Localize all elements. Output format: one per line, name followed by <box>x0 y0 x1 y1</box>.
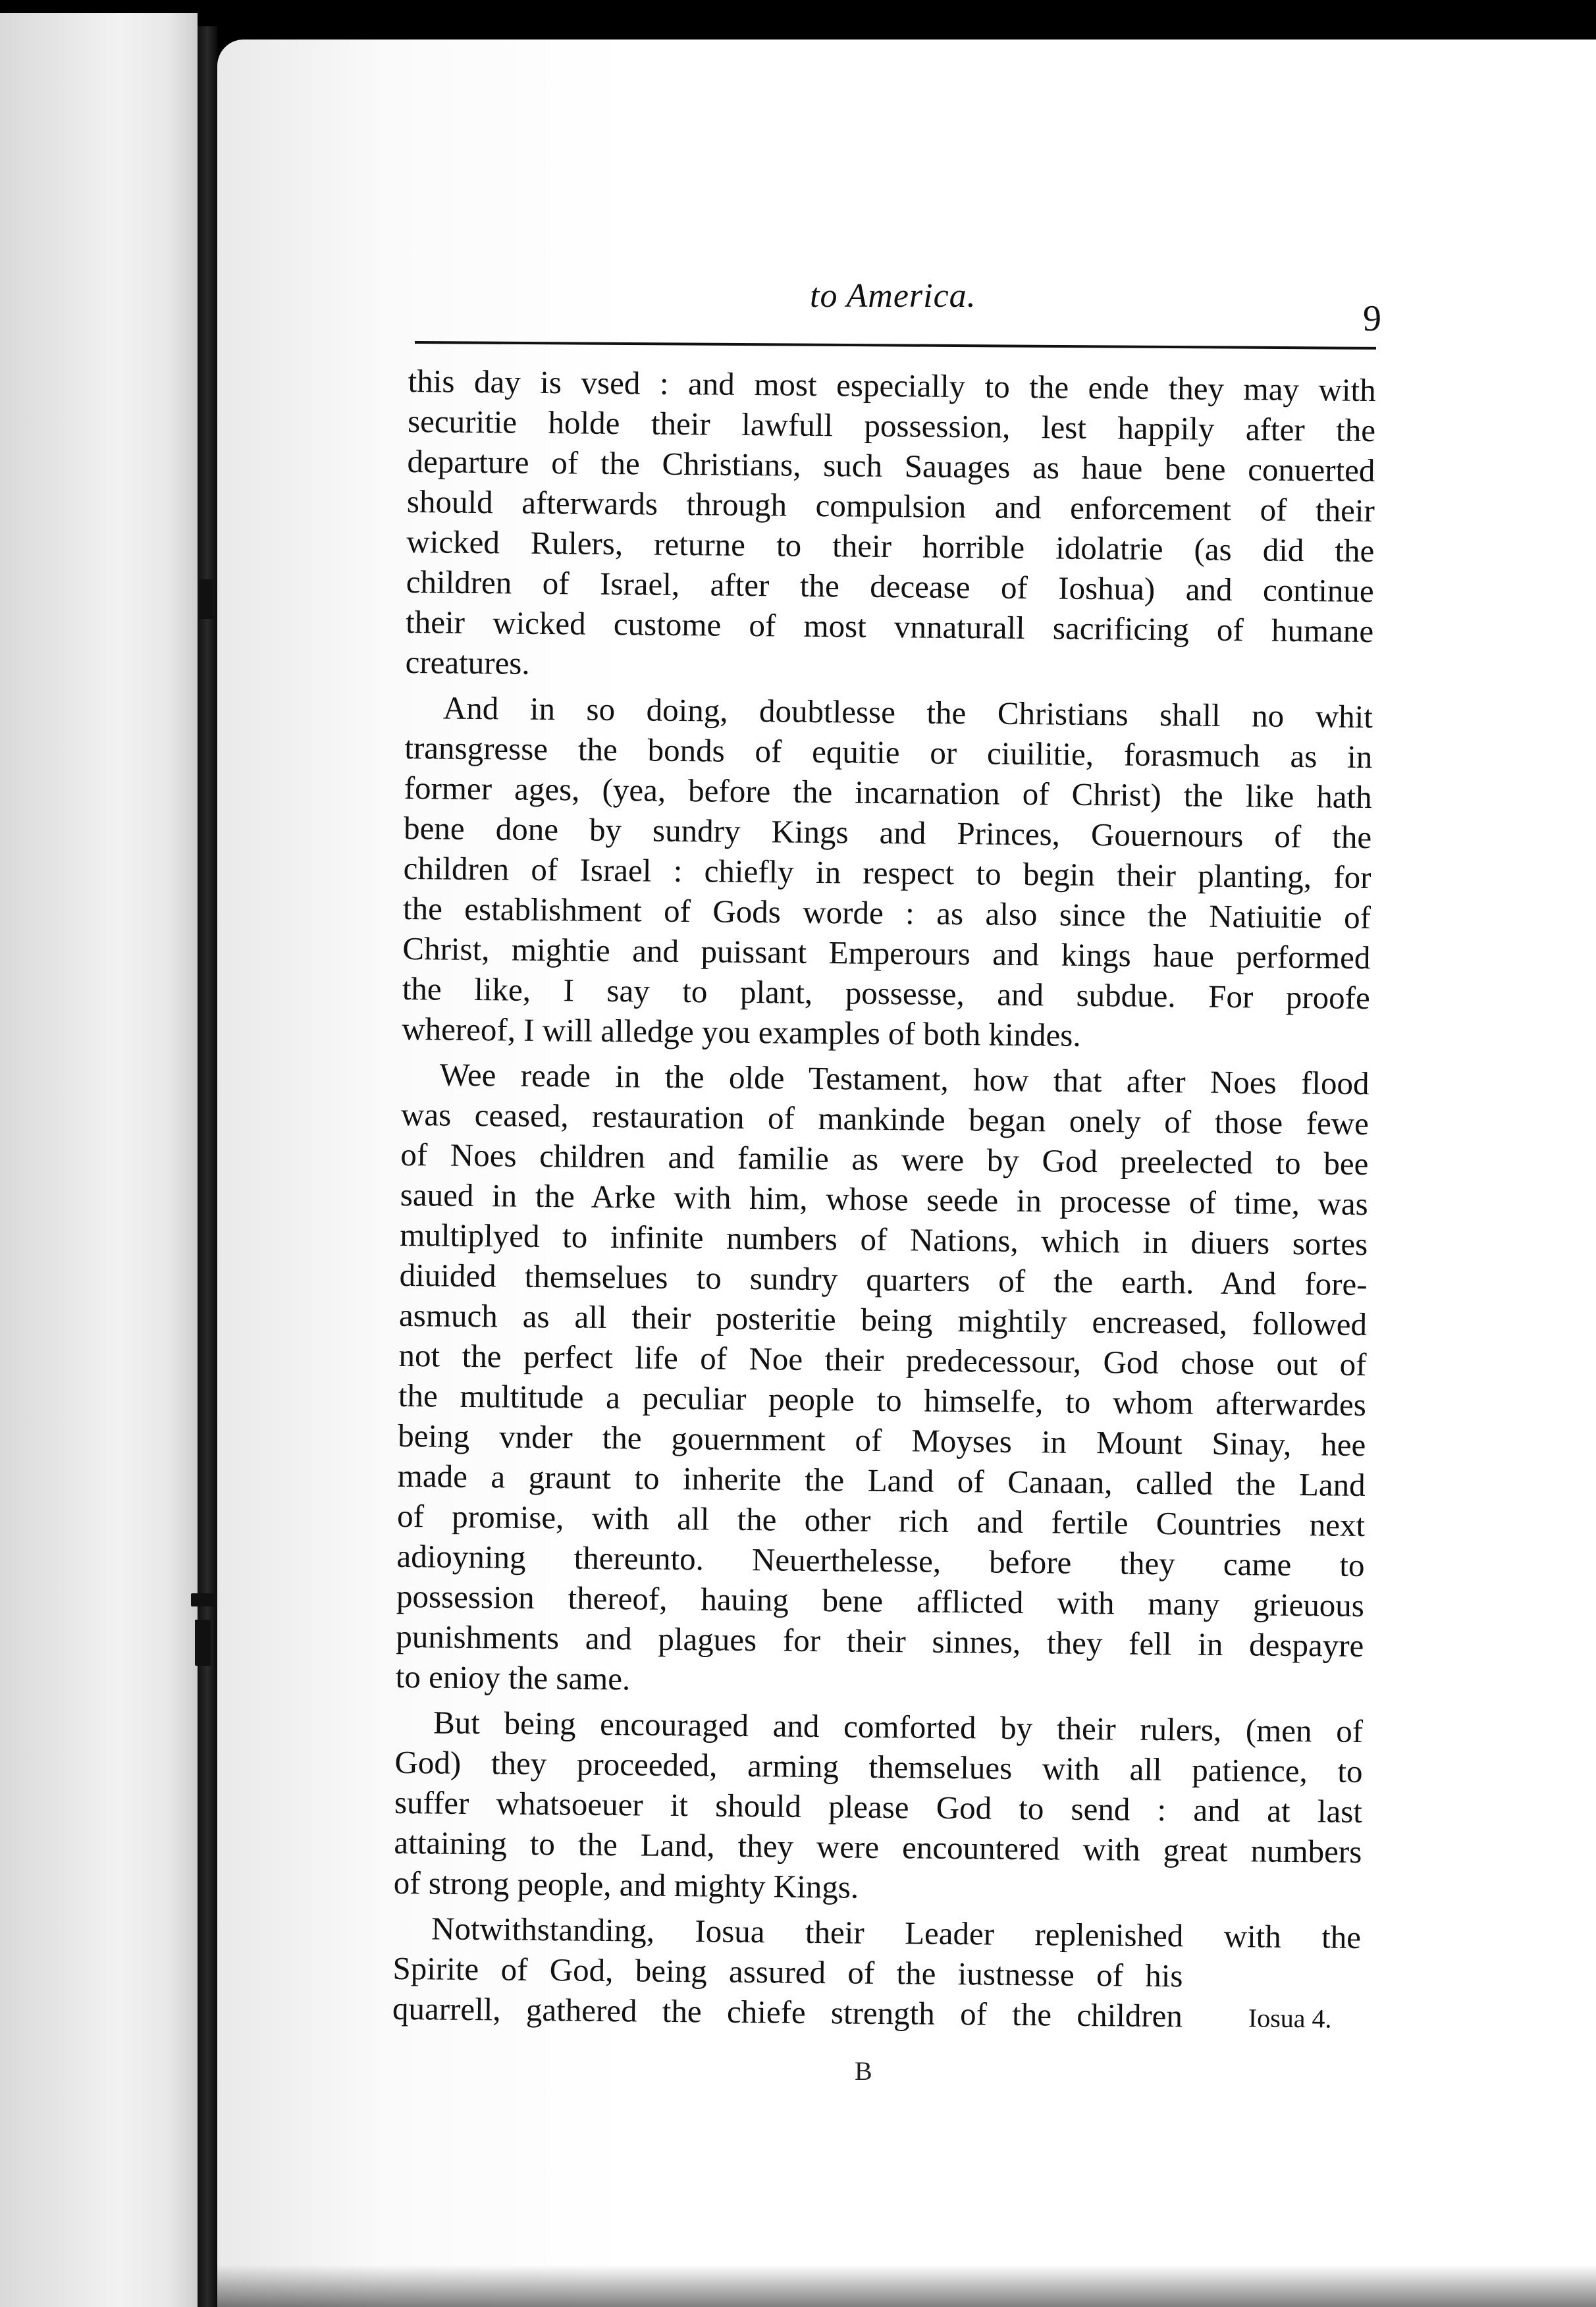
text-line: the like, I say to plant, possesse, and subdue. For proofe <box>402 970 1371 1017</box>
text-line: creatures. <box>405 643 530 681</box>
text-line: securitie holde their lawfull possession, lest happily after the <box>407 402 1376 449</box>
body-text <box>392 361 1376 2043</box>
facing-page-edge <box>0 13 198 2307</box>
text-line: the establishment of Gods worde : as also since the Natiuitie of <box>402 889 1371 936</box>
text-line: quarrell, gathered the chiefe strength of the children <box>392 1990 1183 2034</box>
text-line: Christ, mightie and puissant Emperours and kings haue performed <box>402 930 1371 976</box>
text-line: possession thereof, hauing bene afflicted with many grieuous <box>396 1578 1365 1624</box>
book-gutter <box>198 26 217 2307</box>
marginal-note: Iosua 4. <box>1248 2003 1332 2034</box>
text-line: God) they proceeded, arming themselues with all patience, to <box>394 1743 1363 1790</box>
text-line: their wicked custome of most vnnaturall sacrificing of humane <box>405 603 1374 650</box>
text-line: of promise, with all the other rich and fertile Countries next <box>396 1497 1366 1544</box>
running-head: to America. <box>810 277 976 315</box>
text-line: the multitude a peculiar people to himselfe, to whom afterwardes <box>398 1377 1367 1423</box>
text-line: But being encouraged and comforted by their rulers, (men of <box>433 1704 1364 1750</box>
paragraph <box>405 361 1376 691</box>
text-line: this day is vsed : and most especially to the ende they may with <box>408 362 1376 409</box>
text-line: transgresse the bonds of equitie or ciuilitie, forasmuch as in <box>404 729 1373 776</box>
text-line: diuided themselues to sundry quarters of the earth. And fore- <box>399 1256 1368 1303</box>
paragraph <box>392 1908 1362 2038</box>
text-line: of strong people, and mighty Kings. <box>393 1864 859 1905</box>
signature-mark: B <box>855 2056 872 2086</box>
text-line: should afterwards through compulsion and enforcement of their <box>406 483 1375 529</box>
text-line: of Noes children and familie as were by God preelected to bee <box>400 1136 1369 1182</box>
text-line: former ages, (yea, before the incarnation of Christ) the like hath <box>404 769 1372 816</box>
text-line: whereof, I will alledge you examples of both kindes. <box>401 1010 1081 1053</box>
text-line: to enioy the same. <box>395 1658 631 1697</box>
paragraph <box>394 1702 1364 1912</box>
text-line: departure of the Christians, such Sauages as haue bene conuerted <box>407 442 1375 489</box>
text-line: suffer whatsoeuer it should please God to send : and at last <box>394 1784 1363 1830</box>
text-line: And in so doing, doubtlesse the Christians shall no whit <box>442 689 1373 735</box>
text-line: made a graunt to inherite the Land of Canaan, called the Land <box>397 1457 1366 1504</box>
paragraph <box>402 687 1373 1058</box>
text-line: punishments and plagues for their sinnes, they fell in despayre <box>396 1618 1364 1664</box>
text-line: children of Israel, after the decease of Ioshua) and continue <box>406 563 1374 610</box>
text-line: children of Israel : chiefly in respect to begin their planting, for <box>403 849 1371 896</box>
page-bottom-shadow <box>217 2265 1596 2307</box>
text-line: Notwithstanding, Iosua their Leader replenished with the <box>431 1910 1362 1955</box>
text-line: saued in the Arke with him, whose seede in processe of time, was <box>400 1176 1369 1223</box>
page-number: 9 <box>1363 298 1381 339</box>
text-row <box>392 1988 1361 2038</box>
paragraph <box>396 1054 1370 1706</box>
text-line: asmuch as all their posteritie being mightily encreased, followed <box>398 1296 1368 1343</box>
text-line: being vnder the gouernment of Moyses in Mount Sinay, hee <box>398 1417 1366 1464</box>
text-line: was ceased, restauration of mankinde began onely of those fewe <box>400 1096 1370 1142</box>
text-line: adioyning thereunto. Neuerthelesse, before they came to <box>396 1537 1365 1584</box>
text-line: multiplyed to infinite numbers of Nations, which in diuers sortes <box>399 1216 1368 1263</box>
text-line: Spirite of God, being assured of the iustnesse of his <box>392 1949 1183 1994</box>
text-line: wicked Rulers, returne to their horrible idolatrie (as did the <box>406 523 1375 570</box>
text-line: attaining to the Land, they were encountered with great numbers <box>394 1824 1362 1870</box>
text-line: bene done by sundry Kings and Princes, Gouernours of the <box>403 809 1372 856</box>
text-line: not the perfect life of Noe their predecessour, God chose out of <box>398 1337 1367 1383</box>
text-line: Wee reade in the olde Testament, how that after Noes flood <box>439 1056 1370 1102</box>
